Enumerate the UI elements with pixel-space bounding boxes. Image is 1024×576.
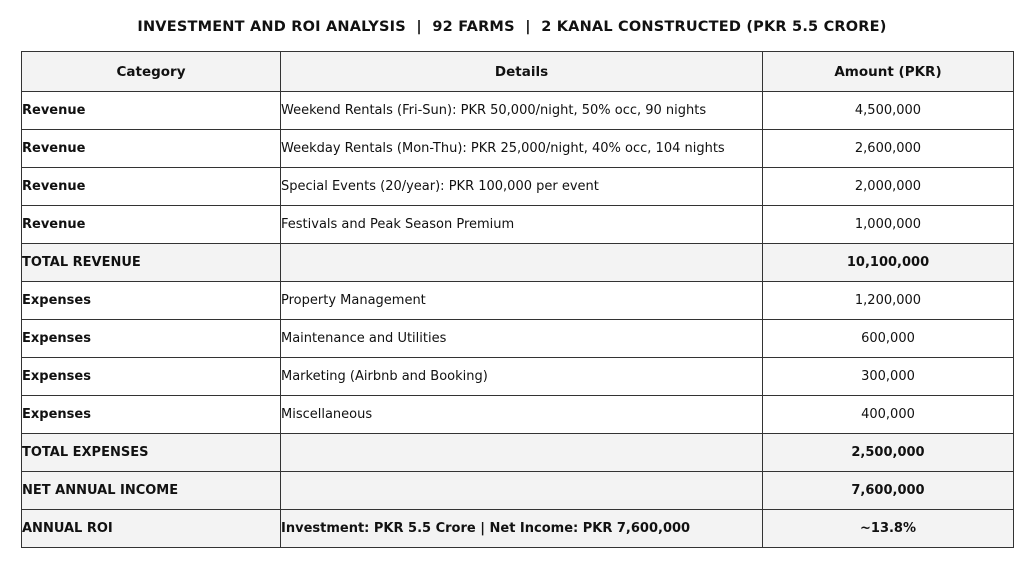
- amount-cell: 2,000,000: [763, 168, 1014, 206]
- category-cell: TOTAL EXPENSES: [22, 434, 281, 472]
- header-amount: Amount (PKR): [763, 52, 1014, 92]
- amount-cell: 1,200,000: [763, 282, 1014, 320]
- category-cell: ANNUAL ROI: [22, 510, 281, 548]
- amount-cell: ~13.8%: [763, 510, 1014, 548]
- category-cell: Expenses: [22, 282, 281, 320]
- amount-cell: 300,000: [763, 358, 1014, 396]
- details-cell: Investment: PKR 5.5 Crore | Net Income: PKR 7,600,000: [281, 510, 763, 548]
- table-row: [22, 130, 1014, 168]
- category-cell: Revenue: [22, 130, 281, 168]
- details-cell: Special Events (20/year): PKR 100,000 per event: [281, 168, 763, 206]
- roi-table: [21, 51, 1014, 548]
- category-cell: Expenses: [22, 358, 281, 396]
- category-cell: Expenses: [22, 320, 281, 358]
- table-row: [22, 206, 1014, 244]
- category-cell: Revenue: [22, 92, 281, 130]
- amount-cell: 2,500,000: [763, 434, 1014, 472]
- details-cell: [281, 434, 763, 472]
- amount-cell: 1,000,000: [763, 206, 1014, 244]
- header-category: Category: [22, 52, 281, 92]
- amount-cell: 7,600,000: [763, 472, 1014, 510]
- table-row: [22, 510, 1014, 548]
- amount-cell: 10,100,000: [763, 244, 1014, 282]
- details-cell: Miscellaneous: [281, 396, 763, 434]
- amount-cell: 4,500,000: [763, 92, 1014, 130]
- amount-cell: 400,000: [763, 396, 1014, 434]
- category-cell: NET ANNUAL INCOME: [22, 472, 281, 510]
- table-row: [22, 320, 1014, 358]
- table-row: [22, 282, 1014, 320]
- table-row: [22, 472, 1014, 510]
- details-cell: [281, 472, 763, 510]
- table-header-row: [22, 52, 1014, 92]
- table-row: [22, 396, 1014, 434]
- table-row: [22, 168, 1014, 206]
- header-details: Details: [281, 52, 763, 92]
- table-row: [22, 358, 1014, 396]
- details-cell: Property Management: [281, 282, 763, 320]
- category-cell: Revenue: [22, 168, 281, 206]
- table-row: [22, 434, 1014, 472]
- amount-cell: 600,000: [763, 320, 1014, 358]
- details-cell: Maintenance and Utilities: [281, 320, 763, 358]
- details-cell: Weekday Rentals (Mon-Thu): PKR 25,000/night, 40% occ, 104 nights: [281, 130, 763, 168]
- document-title: INVESTMENT AND ROI ANALYSIS | 92 FARMS | 2 KANAL CONSTRUCTED (PKR 5.5 CRORE): [137, 19, 887, 35]
- category-cell: Revenue: [22, 206, 281, 244]
- details-cell: Festivals and Peak Season Premium: [281, 206, 763, 244]
- details-cell: [281, 244, 763, 282]
- details-cell: Marketing (Airbnb and Booking): [281, 358, 763, 396]
- table-row: [22, 92, 1014, 130]
- amount-cell: 2,600,000: [763, 130, 1014, 168]
- category-cell: Expenses: [22, 396, 281, 434]
- category-cell: TOTAL REVENUE: [22, 244, 281, 282]
- table-row: [22, 244, 1014, 282]
- details-cell: Weekend Rentals (Fri-Sun): PKR 50,000/night, 50% occ, 90 nights: [281, 92, 763, 130]
